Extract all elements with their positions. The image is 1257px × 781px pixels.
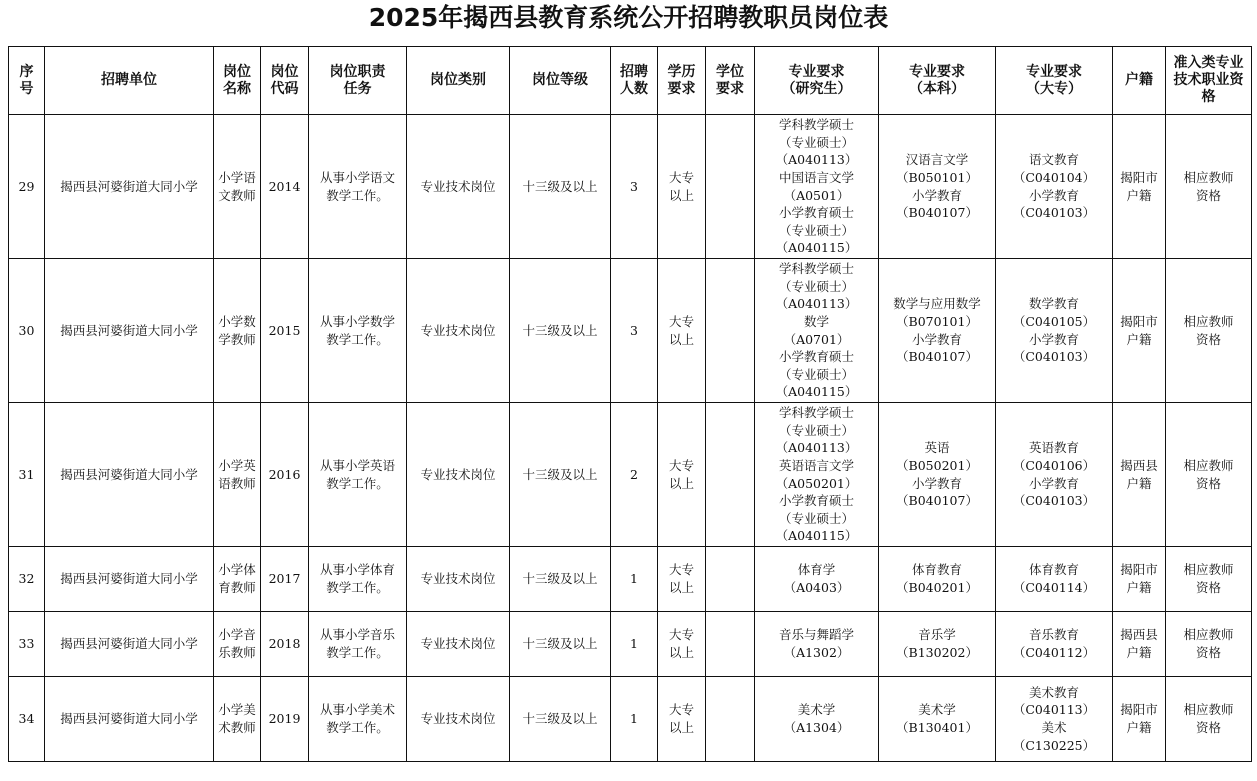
cell-seq: 29 — [9, 115, 45, 259]
cell-count: 2 — [611, 403, 658, 547]
page-title: 2025年揭西县教育系统公开招聘教职员岗位表 — [368, 3, 889, 32]
cell-category: 专业技术岗位 — [407, 115, 510, 259]
cell-college: 体育教育 （C040114） — [996, 547, 1113, 612]
cell-post: 小学美 术教师 — [214, 677, 261, 762]
header-degree: 学位 要求 — [706, 47, 755, 115]
cell-unit: 揭西县河婆街道大同小学 — [45, 403, 214, 547]
table-row — [9, 259, 1252, 403]
cell-degree — [706, 115, 755, 259]
cell-bachelor: 汉语言文学 （B050101） 小学教育 （B040107） — [879, 115, 996, 259]
table-header-row — [9, 47, 1252, 115]
cell-level: 十三级及以上 — [510, 259, 611, 403]
cell-duty: 从事小学美术 教学工作。 — [309, 677, 407, 762]
cell-level: 十三级及以上 — [510, 547, 611, 612]
cell-seq: 33 — [9, 612, 45, 677]
header-bachelor: 专业要求 （本科） — [879, 47, 996, 115]
header-unit: 招聘单位 — [45, 47, 214, 115]
cell-qual: 相应教师 资格 — [1166, 115, 1252, 259]
cell-grad: 美术学 （A1304） — [755, 677, 879, 762]
cell-count: 1 — [611, 677, 658, 762]
header-code: 岗位 代码 — [261, 47, 309, 115]
cell-level: 十三级及以上 — [510, 403, 611, 547]
cell-code: 2017 — [261, 547, 309, 612]
cell-degree — [706, 259, 755, 403]
cell-grad: 学科教学硕士 （专业硕士） （A040113） 英语语言文学 （A050201） 小学教育硕士 （专业硕士） （A040115） — [755, 403, 879, 547]
cell-grad: 学科教学硕士 （专业硕士） （A040113） 中国语言文学 （A0501） 小学教育硕士 （专业硕士） （A040115） — [755, 115, 879, 259]
cell-post: 小学数 学教师 — [214, 259, 261, 403]
cell-degree — [706, 677, 755, 762]
table-row — [9, 612, 1252, 677]
header-grad: 专业要求 （研究生） — [755, 47, 879, 115]
header-qual: 准入类专业 技术职业资 格 — [1166, 47, 1252, 115]
cell-edu: 大专 以上 — [658, 547, 706, 612]
header-edu: 学历 要求 — [658, 47, 706, 115]
header-seq: 序 号 — [9, 47, 45, 115]
cell-qual: 相应教师 资格 — [1166, 612, 1252, 677]
cell-count: 1 — [611, 612, 658, 677]
header-college: 专业要求 （大专） — [996, 47, 1113, 115]
cell-duty: 从事小学英语 教学工作。 — [309, 403, 407, 547]
table-row — [9, 115, 1252, 259]
cell-duty: 从事小学体育 教学工作。 — [309, 547, 407, 612]
cell-bachelor: 音乐学 （B130202） — [879, 612, 996, 677]
cell-college: 语文教育 （C040104） 小学教育 （C040103） — [996, 115, 1113, 259]
cell-code: 2019 — [261, 677, 309, 762]
cell-hukou: 揭阳市 户籍 — [1113, 547, 1166, 612]
cell-code: 2016 — [261, 403, 309, 547]
table-row — [9, 403, 1252, 547]
cell-hukou: 揭阳市 户籍 — [1113, 259, 1166, 403]
table-row — [9, 677, 1252, 762]
cell-grad: 学科教学硕士 （专业硕士） （A040113） 数学 （A0701） 小学教育硕士 （专业硕士） （A040115） — [755, 259, 879, 403]
cell-qual: 相应教师 资格 — [1166, 259, 1252, 403]
cell-bachelor: 英语 （B050201） 小学教育 （B040107） — [879, 403, 996, 547]
cell-count: 3 — [611, 115, 658, 259]
cell-category: 专业技术岗位 — [407, 259, 510, 403]
table-row — [9, 547, 1252, 612]
cell-seq: 31 — [9, 403, 45, 547]
cell-code: 2015 — [261, 259, 309, 403]
header-count: 招聘 人数 — [611, 47, 658, 115]
cell-hukou: 揭西县 户籍 — [1113, 612, 1166, 677]
cell-qual: 相应教师 资格 — [1166, 547, 1252, 612]
cell-edu: 大专 以上 — [658, 612, 706, 677]
cell-code: 2018 — [261, 612, 309, 677]
header-hukou: 户籍 — [1113, 47, 1166, 115]
cell-seq: 32 — [9, 547, 45, 612]
cell-unit: 揭西县河婆街道大同小学 — [45, 115, 214, 259]
cell-hukou: 揭阳市 户籍 — [1113, 677, 1166, 762]
cell-duty: 从事小学数学 教学工作。 — [309, 259, 407, 403]
cell-edu: 大专 以上 — [658, 403, 706, 547]
cell-unit: 揭西县河婆街道大同小学 — [45, 259, 214, 403]
cell-category: 专业技术岗位 — [407, 547, 510, 612]
recruitment-table — [8, 46, 1252, 762]
cell-qual: 相应教师 资格 — [1166, 677, 1252, 762]
cell-college: 音乐教育 （C040112） — [996, 612, 1113, 677]
cell-seq: 30 — [9, 259, 45, 403]
cell-hukou: 揭西县 户籍 — [1113, 403, 1166, 547]
cell-college: 数学教育 （C040105） 小学教育 （C040103） — [996, 259, 1113, 403]
cell-category: 专业技术岗位 — [407, 403, 510, 547]
cell-count: 1 — [611, 547, 658, 612]
cell-degree — [706, 403, 755, 547]
cell-post: 小学语 文教师 — [214, 115, 261, 259]
cell-seq: 34 — [9, 677, 45, 762]
cell-count: 3 — [611, 259, 658, 403]
cell-bachelor: 体育教育 （B040201） — [879, 547, 996, 612]
cell-code: 2014 — [261, 115, 309, 259]
cell-post: 小学音 乐教师 — [214, 612, 261, 677]
cell-post: 小学体 育教师 — [214, 547, 261, 612]
cell-category: 专业技术岗位 — [407, 677, 510, 762]
cell-bachelor: 美术学 （B130401） — [879, 677, 996, 762]
header-level: 岗位等级 — [510, 47, 611, 115]
cell-edu: 大专 以上 — [658, 259, 706, 403]
cell-edu: 大专 以上 — [658, 677, 706, 762]
cell-level: 十三级及以上 — [510, 115, 611, 259]
cell-college: 美术教育 （C040113） 美术 （C130225） — [996, 677, 1113, 762]
cell-level: 十三级及以上 — [510, 612, 611, 677]
cell-category: 专业技术岗位 — [407, 612, 510, 677]
cell-level: 十三级及以上 — [510, 677, 611, 762]
cell-bachelor: 数学与应用数学 （B070101） 小学教育 （B040107） — [879, 259, 996, 403]
cell-grad: 体育学 （A0403） — [755, 547, 879, 612]
header-duty: 岗位职责 任务 — [309, 47, 407, 115]
cell-hukou: 揭阳市 户籍 — [1113, 115, 1166, 259]
cell-post: 小学英 语教师 — [214, 403, 261, 547]
cell-degree — [706, 612, 755, 677]
cell-qual: 相应教师 资格 — [1166, 403, 1252, 547]
header-category: 岗位类别 — [407, 47, 510, 115]
header-post: 岗位 名称 — [214, 47, 261, 115]
cell-edu: 大专 以上 — [658, 115, 706, 259]
cell-grad: 音乐与舞蹈学 （A1302） — [755, 612, 879, 677]
cell-degree — [706, 547, 755, 612]
cell-duty: 从事小学音乐 教学工作。 — [309, 612, 407, 677]
cell-unit: 揭西县河婆街道大同小学 — [45, 612, 214, 677]
cell-unit: 揭西县河婆街道大同小学 — [45, 547, 214, 612]
cell-college: 英语教育 （C040106） 小学教育 （C040103） — [996, 403, 1113, 547]
cell-duty: 从事小学语文 教学工作。 — [309, 115, 407, 259]
cell-unit: 揭西县河婆街道大同小学 — [45, 677, 214, 762]
